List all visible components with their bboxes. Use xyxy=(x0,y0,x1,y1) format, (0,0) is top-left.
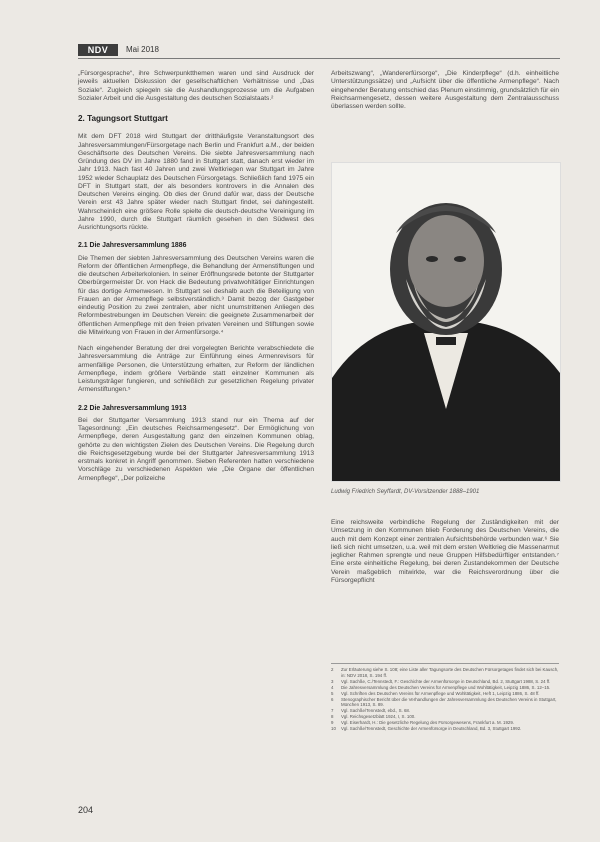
header-rule xyxy=(78,58,560,59)
subsection-paragraph-1886: Die Themen der siebten Jahresversammlung des Deutschen Vereins waren die Reform der öffentlichen Armenpflege, die Behandlung der Armenstiftungen und die deutschen Arbeiterkolonien. In seiner Eröffnungsrede betonte der Stuttgarter Oberbürgermeister Dr. von Hack die Bedeutung privatwohltätiger Einrichtungen für das dortige Armenwesen. In Stuttgart sei deshalb auch die Beteiligung von Frauen an der Armenpflege selbstverständlich.³ Damit bezog der Gastgeber eindeutig Position zu zwei zentralen, aber nicht unumstrittenen Anliegen des Reformbestrebungen im Deutschen Verein: die geeignete Zusammenarbeit der öffentlichen Armenpflege mit den freien privaten Vereinen und Stiftungen sowie die Mitwirkung von Frauen in der Armenfürsorge.⁴ xyxy=(78,254,314,336)
footnote-number: 10 xyxy=(331,726,336,732)
issue-date: Mai 2018 xyxy=(126,45,159,54)
footnote-text: Vgl. Sachße/Tennstedt, Geschichte der Armenfürsorge in Deutschland, Bd. 3, Stuttgart 1992. xyxy=(341,726,522,732)
footnote-text: Die Jahresversammlung des Deutschen Vereins für Armenpflege und Wohltätigkeit, Leipzig 1886, S. 12–15. xyxy=(341,684,551,690)
footnote-number: 6 xyxy=(331,696,334,702)
portrait-illustration xyxy=(332,163,560,481)
footnote xyxy=(331,697,559,709)
right-paragraph: Eine reichsweite verbindliche Regelung der Zuständigkeiten mit der Umsetzung in den Kommunen blieb Forderung des Deutschen Vereins, die auch mit dem Konzept einer zentralen Aufsichtsbehörde verbunden war.⁶ Sie ließ sich nicht umsetzen, u.a. weil mit dem ersten Weltkrieg die Massenarmut jeglicher Rahmen sprengte und neue Gruppen Hilfsbedürftiger entstanden.⁷ Eine erste einheitliche Regelung, bei deren Zustandekommen der Deutsche Verein maßgeblich mitwirkte, war die Reichsverordnung über die Fürsorgepflicht xyxy=(331,519,559,584)
journal-badge: NDV xyxy=(78,44,118,56)
footnote-number: 7 xyxy=(331,708,334,714)
footnote-number: 5 xyxy=(331,690,334,696)
footnote-number: 9 xyxy=(331,720,334,726)
footnote-text: Vgl. Schriften des Deutschen Vereins für Armenpflege und Wohltätigkeit, Heft 1, Leipzig 1886, S. 48 ff. xyxy=(341,690,540,696)
subsection-heading-1886: 2.1 Die Jahresversammlung 1886 xyxy=(78,242,187,250)
footnotes xyxy=(331,667,559,732)
footnote-text: Vgl. Sachße, C./Tennstedt, F.: Geschichte der Armenfürsorge in Deutschland, Bd. 2, Stuttgart 1988, S. 24 ff. xyxy=(341,678,551,684)
right-column-bottom xyxy=(331,519,559,585)
portrait-photo xyxy=(331,162,561,482)
section-heading: 2. Tagungsort Stuttgart xyxy=(78,114,168,123)
footnote-text: Zur Erläuterung siehe S. 108; eine Liste aller Tagungsorte des Deutschen Fürsorgetages findet sich bei Kausch, in: NDV 2018, S. 194 ff. xyxy=(341,667,559,678)
footnote-number: 4 xyxy=(331,684,334,690)
subsection-paragraph-1886-2: Nach eingehender Beratung der drei vorgelegten Berichte verabschiedete die Jahresversammlung die Anträge zur Einführung eines Armenrevisors für armenfällige Personen, die Unterstützung erhalten, zur Reform der ländlichen Armenpflege, indem größere Verbände statt einzelner Kommunen als Leistungsträger fungieren, und schließlich zur gesetzlichen Regelung privater Armenstiftungen.⁵ xyxy=(78,345,314,394)
right-column-top xyxy=(331,70,559,111)
left-column xyxy=(78,70,314,483)
footnote-text: Vgl. Reichsgesetzblatt 1924, I, S. 100. xyxy=(341,714,416,720)
subsection-paragraph-1913: Bei der Stuttgarter Versammlung 1913 stand nur ein Thema auf der Tagesordnung: „Ein deutsches Reichsarmengesetz“. Der Ermöglichung von Armenpflege, deren Ausgestaltung ganz den einzelnen Kommunen oblag, gehörte zu den wichtigsten Zielen des Deutschen Vereins. Die Regelung durch die Reichsgesetzgebung wurde bei der Stuttgarter Jahresversammlung 1913 erstmals konkret in Angriff genommen. Sieben Referenten hatten verschiedene Vorschläge zu verschiedenen Aspekten wie „Die Organe der öffentlichen Armenpflege“, „Der polizeiche xyxy=(78,416,314,482)
subsection-heading-1913: 2.2 Die Jahresversammlung 1913 xyxy=(78,404,187,412)
footnote-rule xyxy=(331,663,559,664)
footnote-number: 3 xyxy=(331,678,334,684)
intro-paragraph: „Fürsorgesprache“, ihre Schwerpunktthemen waren und sind Ausdruck der jeweils aktuellen Diskussion der gesellschaftlichen Verhältnisse und „Das Soziale“. Zugleich spiegeln sie die Aushandlungsprozesse um die Aufgaben Sozialer Arbeit und die Ausgestaltung des deutschen Sozialstaats.² xyxy=(78,70,314,102)
right-intro-paragraph: Arbeitszwang“, „Wandererfürsorge“, „Die Kinderpflege“ (d.h. einheitliche Unterstützungssätze) und „Aufsicht über die öffentliche Armenpflege“. Nach eingehender Beratung entschied das Plenum einstimmig, grundsätzlich für ein Reichsarmengesetz, dessen weitere Ausgestaltung dem Zentralausschuss überlassen werden sollte. xyxy=(331,70,559,110)
photo-caption: Ludwig Friedrich Seyffardt, DV-Vorsitzender 1888–1901 xyxy=(331,489,480,495)
footnote xyxy=(331,726,559,732)
page-number: 204 xyxy=(78,805,94,815)
section-paragraph: Mit dem DFT 2018 wird Stuttgart der dritthäufigste Veranstaltungsort des Jahresversammlungen/Fürsorgetage nach Berlin und Frankfurt a.M., der beiden Geschäftsorte des Deutschen Vereins. Die siebte Jahresversammlung nach Gründung des DV im Jahre 1880 fand in Stuttgart statt, danach erst wieder im Jahr 1913. Nach fast 40 Jahren und zwei Weltkriegen war Stuttgart im Jahre 1952 wieder Schauplatz des Deutschen Fürsorgetags. Schließlich fand 1975 ein DFT in Stuttgart statt, der als besonders kontrovers in die Annalen des Deutschen Vereins einging. Ob dies der Grund dafür war, dass der Deutsche Verein erst 43 Jahre später wieder nach Stuttgart findet, sei dahingestellt. Wahrscheinlich eine größere Rolle spielte die deutsch-deutsche Vereinigung im Jahre 1990, durch die Stuttgart räumlich gesehen in den Südwest des Ausrichtungsorts rückte. xyxy=(78,133,314,231)
footnote-text: Stenographischer Bericht über die Verhandlungen der Jahresversammlung des Deutschen Vereins in Stuttgart, München 1913, S. 89. xyxy=(341,696,557,708)
footnote-number: 8 xyxy=(331,714,334,720)
footnote xyxy=(331,667,559,679)
footnote-text: Vgl. Eiserhardt, H.: Die gesetzliche Regelung des Fürsorgewesens, Frankfurt a. M. 1929. xyxy=(341,720,515,726)
footnote-text: Vgl. Sachße/Tennstedt, ebd., S. 68. xyxy=(341,708,411,714)
footnote-number: 2 xyxy=(331,667,334,672)
